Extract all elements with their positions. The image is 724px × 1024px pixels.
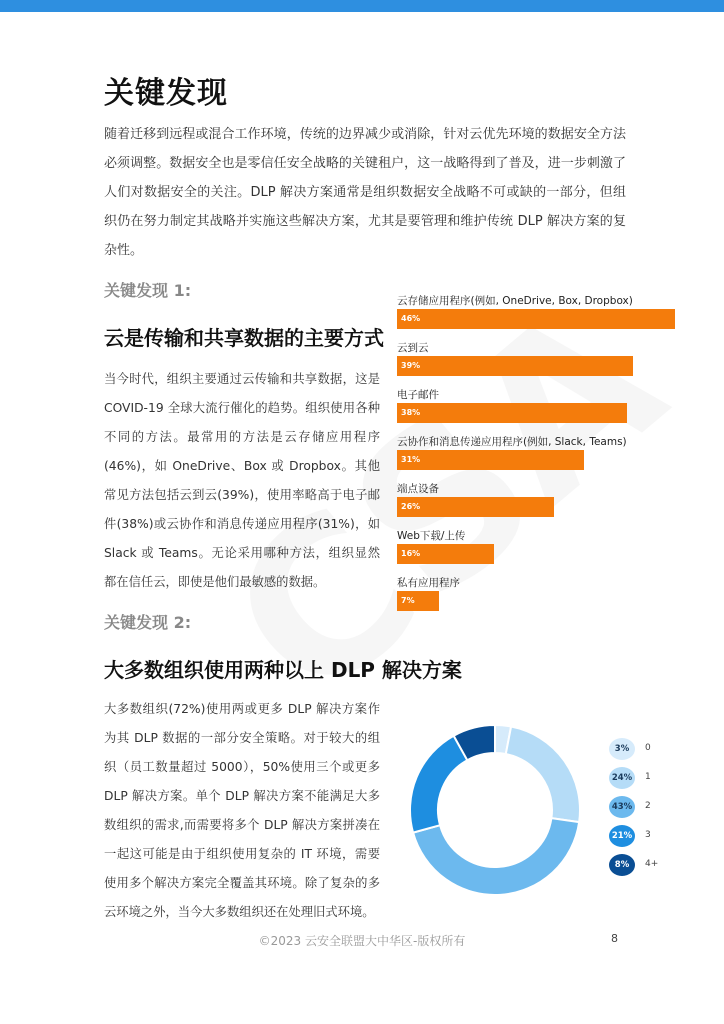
bar-category-label: 端点设备	[397, 483, 439, 495]
footer-copyright: ©2023 云安全联盟大中华区-版权所有	[258, 934, 466, 948]
bar	[397, 591, 439, 611]
legend-value-badge: 24%	[609, 767, 635, 789]
bar-value-label: 16%	[401, 549, 421, 558]
legend-value-badge: 43%	[609, 796, 635, 818]
bar-category-label: 电子邮件	[397, 389, 439, 401]
donut-slice	[413, 818, 579, 895]
finding-1-title: 云是传输和共享数据的主要方式	[104, 326, 384, 350]
legend-category-label: 3	[645, 830, 651, 840]
legend-category-label: 1	[645, 772, 651, 782]
bar-category-label: 云到云	[397, 342, 429, 354]
page-title: 关键发现	[104, 76, 228, 111]
finding-1-label: 关键发现 1:	[104, 281, 192, 300]
donut-chart	[405, 720, 585, 900]
bar-category-label: 云协作和消息传递应用程序(例如, Slack, Teams)	[397, 436, 627, 448]
finding-2-title: 大多数组织使用两种以上 DLP 解决方案	[104, 658, 462, 682]
legend-category-label: 0	[645, 743, 651, 753]
bar	[397, 356, 633, 376]
bar	[397, 403, 627, 423]
bar-category-label: 私有应用程序	[397, 577, 460, 589]
legend-category-label: 2	[645, 801, 651, 811]
bar-value-label: 31%	[401, 455, 421, 464]
legend-value-badge: 3%	[609, 738, 635, 760]
finding-1-body: 当今时代，组织主要通过云传输和共享数据，这是 COVID-19 全球大流行催化的趋势。组织使用各种不同的方法。最常用的方法是云存储应用程序(46%)，如 OneDrive、Box 或 Dropbox。其他常见方法包括云到云(39%)，使用率略高于电子邮件(38%)或云协作和消息传递应用程序(31%)，如 Slack 或 Teams。无论采用哪种方法，组织显然都在信任云，即使是他们最敏感的数据。	[104, 372, 380, 589]
bar-category-label: 云存储应用程序(例如, OneDrive, Box, Dropbox)	[397, 295, 633, 307]
donut-slice	[506, 727, 580, 823]
donut-slice	[410, 736, 467, 833]
bar-value-label: 38%	[401, 408, 421, 417]
legend-category-label: 4+	[645, 859, 659, 869]
top-accent-bar	[0, 0, 724, 12]
bar	[397, 544, 494, 564]
bar-value-label: 26%	[401, 502, 421, 511]
bar-value-label: 46%	[401, 314, 421, 323]
page-number: 8	[611, 932, 618, 945]
bar-value-label: 7%	[401, 596, 415, 605]
bar	[397, 450, 584, 470]
bar-category-label: Web下载/上传	[397, 530, 466, 542]
legend-value-badge: 21%	[609, 825, 635, 847]
finding-2-label: 关键发现 2:	[104, 613, 192, 632]
bar	[397, 309, 675, 329]
bar	[397, 497, 554, 517]
legend-value-badge: 8%	[609, 854, 635, 876]
finding-2-body: 大多数组织(72%)使用两或更多 DLP 解决方案作为其 DLP 数据的一部分安全策略。对于较大的组织（员工数量超过 5000），50%使用三个或更多 DLP 解决方案。单个 DLP 解决方案不能满足大多数组织的需求,而需要将多个 DLP 解决方案拼凑在一起这可能是由于组织使用复杂的 IT 环境，需要使用多个解决方案完全覆盖其环境。除了复杂的多云环境之外，当今大多数组织还在处理旧式环境。	[104, 702, 380, 919]
bar-value-label: 39%	[401, 361, 421, 370]
intro-paragraph: 随着迁移到远程或混合工作环境，传统的边界减少或消除，针对云优先环境的数据安全方法必须调整。数据安全也是零信任安全战略的关键租户，这一战略得到了普及，进一步刺激了人们对数据安全的关注。DLP 解决方案通常是组织数据安全战略不可或缺的一部分，但组织仍在努力制定其战略并实施这些解决方案，尤其是要管理和维护传统 DLP 解决方案的复杂性。	[104, 127, 626, 258]
